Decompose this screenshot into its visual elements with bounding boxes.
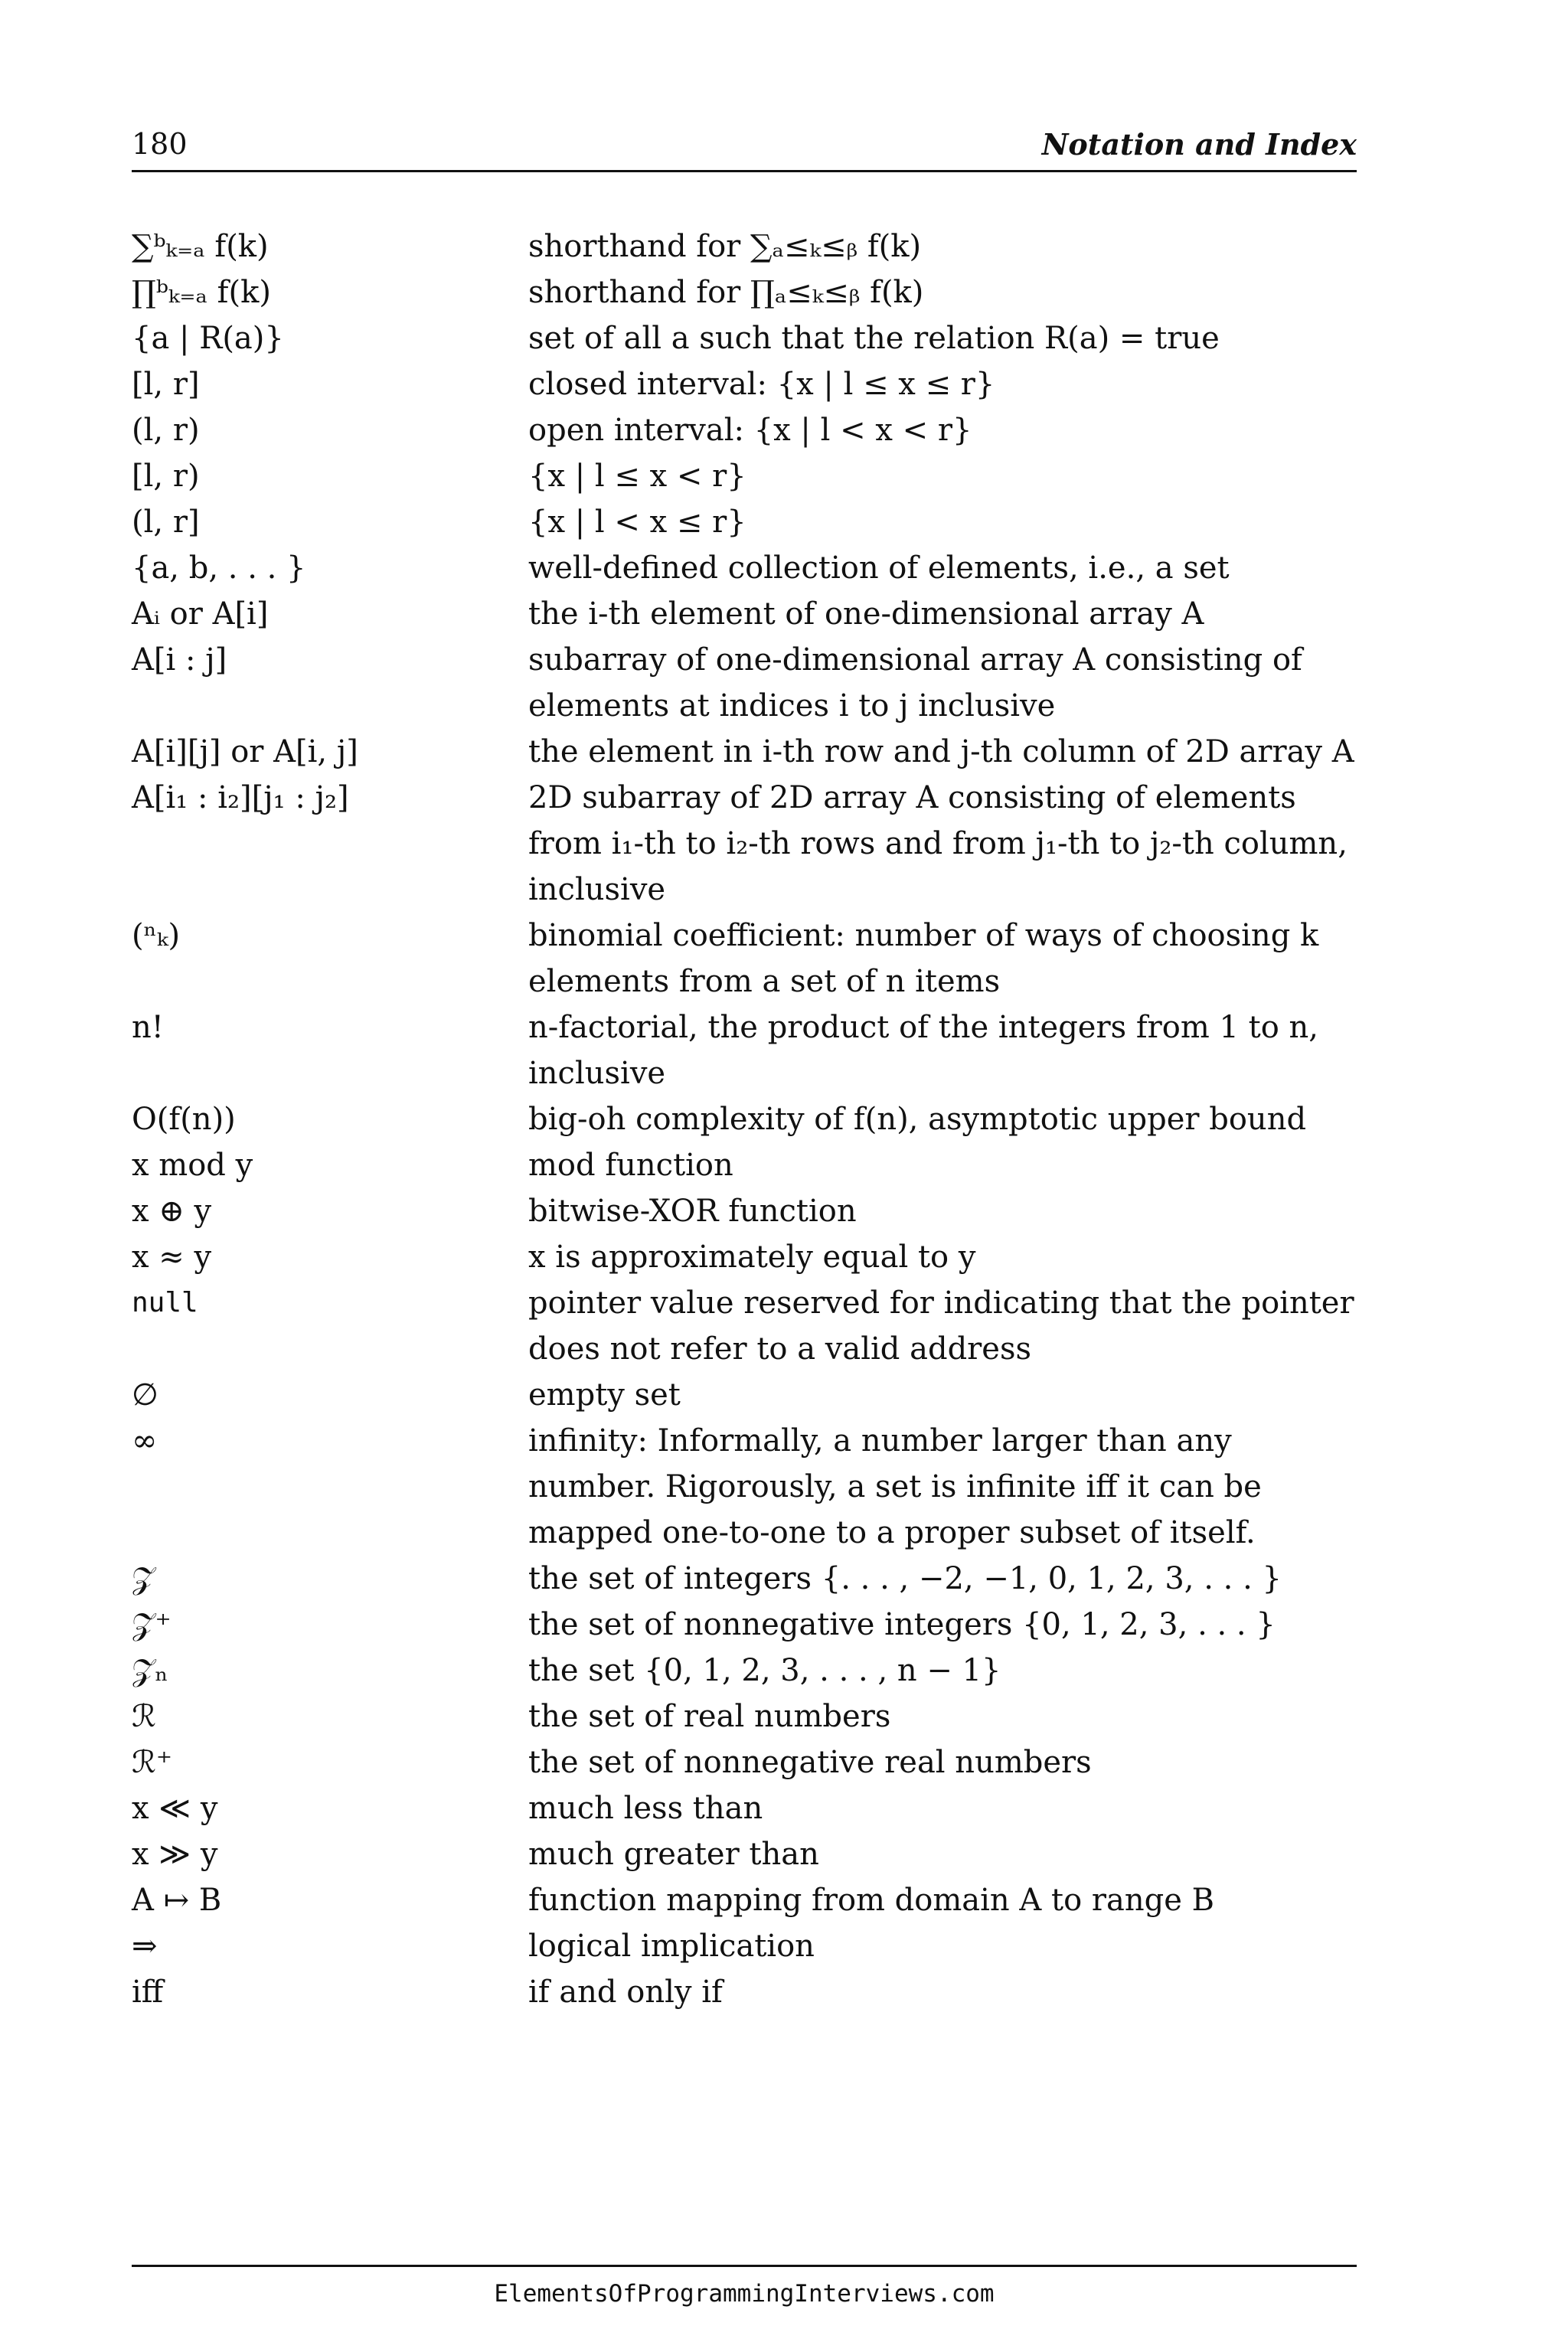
notation-description: the set of real numbers	[528, 1699, 891, 1734]
notation-description: mod function	[528, 1148, 733, 1183]
notation-symbol: ∑ᵇₖ₌ₐ f(k)	[132, 229, 269, 264]
notation-row	[132, 361, 1357, 407]
notation-row	[132, 1831, 1357, 1877]
notation-symbol: x ≫ y	[132, 1837, 218, 1872]
notation-symbol: (l, r]	[132, 505, 200, 540]
notation-symbol: (ⁿₖ)	[132, 918, 181, 953]
footer-rule	[132, 2265, 1357, 2267]
notation-row	[132, 1923, 1357, 1969]
notation-symbol: A[i : j]	[132, 642, 227, 678]
notation-description: pointer value reserved for indicating that the pointer does not refer to a valid address	[528, 1285, 1354, 1367]
notation-row	[132, 545, 1357, 591]
notation-symbol: ∏ᵇₖ₌ₐ f(k)	[132, 275, 271, 310]
notation-description: closed interval: {x | l ≤ x ≤ r}	[528, 367, 995, 402]
notation-description: big-oh complexity of f(n), asymptotic upper bound	[528, 1102, 1307, 1137]
notation-row	[132, 1785, 1357, 1831]
notation-symbol: Aᵢ or A[i]	[132, 596, 269, 632]
notation-row	[132, 1556, 1357, 1602]
notation-symbol: ℛ⁺	[132, 1745, 173, 1780]
notation-row	[132, 499, 1357, 545]
notation-row	[132, 913, 1357, 1004]
notation-description: if and only if	[528, 1975, 723, 2010]
notation-description: {x | l ≤ x < r}	[528, 459, 746, 494]
notation-symbol: ∅	[132, 1377, 158, 1413]
notation-row	[132, 637, 1357, 729]
notation-row	[132, 453, 1357, 499]
notation-symbol: 𝒵	[132, 1561, 155, 1596]
notation-description: logical implication	[528, 1929, 815, 1964]
notation-symbol: iff	[132, 1975, 164, 2010]
notation-symbol: n!	[132, 1010, 164, 1045]
notation-row	[132, 1602, 1357, 1648]
notation-row	[132, 1418, 1357, 1556]
notation-symbol: x ⊕ y	[132, 1194, 212, 1229]
notation-row	[132, 1648, 1357, 1694]
notation-symbol: O(f(n))	[132, 1102, 236, 1137]
notation-symbol: x mod y	[132, 1148, 253, 1183]
notation-row	[132, 775, 1357, 913]
notation-description: subarray of one-dimensional array A consisting of elements at indices i to j inclusive	[528, 642, 1302, 724]
notation-symbol: ℛ	[132, 1699, 156, 1734]
notation-symbol: ⇒	[132, 1929, 158, 1964]
notation-symbol: (l, r)	[132, 413, 200, 448]
notation-description: the i-th element of one-dimensional array A	[528, 596, 1204, 632]
page-header	[132, 124, 1357, 172]
notation-symbol: A[i][j] or A[i, j]	[132, 734, 358, 769]
notation-row	[132, 1142, 1357, 1188]
notation-description: {x | l < x ≤ r}	[528, 505, 746, 540]
notation-symbol: 𝒵ₙ	[132, 1653, 168, 1688]
notation-description: much greater than	[528, 1837, 819, 1872]
notation-symbol: [l, r)	[132, 459, 200, 494]
notation-description: shorthand for ∑ₐ≤ₖ≤ᵦ f(k)	[528, 229, 922, 264]
notation-description: shorthand for ∏ₐ≤ₖ≤ᵦ f(k)	[528, 275, 924, 310]
notation-symbol: {a, b, . . . }	[132, 550, 306, 586]
notation-row	[132, 224, 1357, 270]
notation-description: bitwise-XOR function	[528, 1194, 857, 1229]
notation-description: function mapping from domain A to range B	[528, 1883, 1214, 1918]
notation-row	[132, 315, 1357, 361]
notation-description: the set of nonnegative real numbers	[528, 1745, 1092, 1780]
notation-description: open interval: {x | l < x < r}	[528, 413, 972, 448]
notation-row	[132, 1694, 1357, 1740]
notation-description: n-factorial, the product of the integers from 1 to n, inclusive	[528, 1010, 1318, 1091]
notation-description: the set {0, 1, 2, 3, . . . , n − 1}	[528, 1653, 1001, 1688]
notation-row	[132, 591, 1357, 637]
notation-row	[132, 1234, 1357, 1280]
notation-row	[132, 1280, 1357, 1372]
notation-symbol: A ↦ B	[132, 1883, 222, 1918]
notation-row	[132, 729, 1357, 775]
notation-symbol: null	[132, 1287, 198, 1318]
notation-symbol: x ≪ y	[132, 1791, 218, 1826]
notation-description: well-defined collection of elements, i.e., a set	[528, 550, 1230, 586]
notation-row	[132, 270, 1357, 315]
notation-description: much less than	[528, 1791, 763, 1826]
notation-row	[132, 407, 1357, 453]
notation-description: infinity: Informally, a number larger than any number. Rigorously, a set is infinite iff it can be mapped one-to-one to a proper subset of itself.	[528, 1423, 1262, 1550]
notation-row	[132, 1877, 1357, 1923]
footer-url: ElementsOfProgrammingInterviews.com	[494, 2280, 995, 2308]
notation-symbol: {a | R(a)}	[132, 321, 284, 356]
notation-description: x is approximately equal to y	[528, 1240, 976, 1275]
notation-row	[132, 1969, 1357, 2015]
notation-symbol: [l, r]	[132, 367, 200, 402]
notation-symbol: x ≈ y	[132, 1240, 212, 1275]
notation-table	[132, 224, 1357, 2015]
notation-description: binomial coefficient: number of ways of choosing k elements from a set of n items	[528, 918, 1319, 999]
notation-row	[132, 1188, 1357, 1234]
page-number: 180	[132, 127, 188, 161]
notation-row	[132, 1372, 1357, 1418]
notation-description: set of all a such that the relation R(a) = true	[528, 321, 1220, 356]
running-head: Notation and Index	[1041, 127, 1357, 162]
notation-row	[132, 1740, 1357, 1785]
notation-symbol: ∞	[132, 1423, 158, 1459]
notation-description: the set of nonnegative integers {0, 1, 2, 3, . . . }	[528, 1607, 1276, 1642]
notation-description: empty set	[528, 1377, 681, 1413]
notation-row	[132, 1096, 1357, 1142]
notation-description: 2D subarray of 2D array A consisting of elements from i₁-th to i₂-th rows and from j₁-th to j₂-th column, inclusive	[528, 780, 1348, 907]
notation-symbol: 𝒵⁺	[132, 1607, 172, 1642]
notation-row	[132, 1004, 1357, 1096]
notation-description: the element in i-th row and j-th column of 2D array A	[528, 734, 1354, 769]
notation-symbol: A[i₁ : i₂][j₁ : j₂]	[132, 780, 349, 815]
notation-description: the set of integers {. . . , −2, −1, 0, 1, 2, 3, . . . }	[528, 1561, 1282, 1596]
